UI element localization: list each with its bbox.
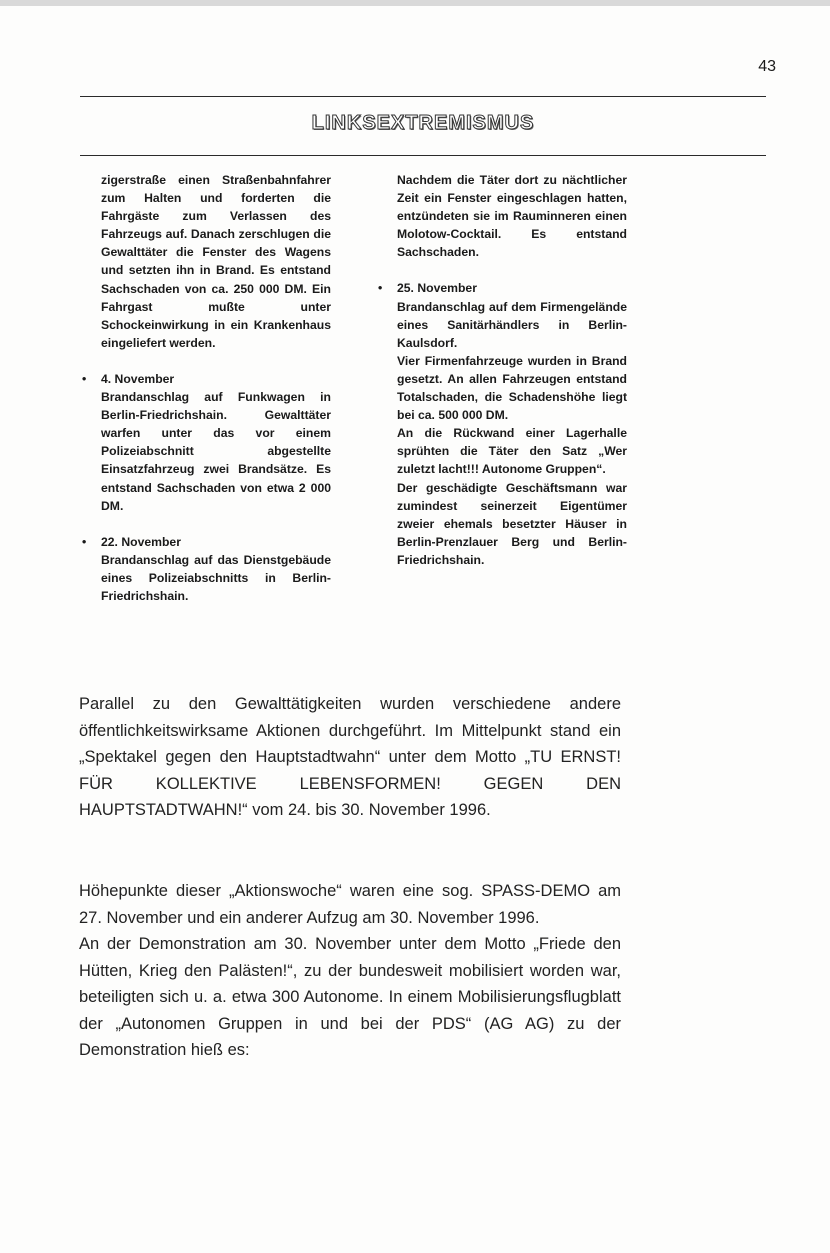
header-rule-bottom [80,155,766,156]
bullet-icon: • [82,371,87,386]
incident-text: Der geschädigte Geschäftsmann war zumindest seinerzeit Eigentümer zweier ehemals besetzter Häuser in Berlin-Prenzlauer Berg und Berlin-Friedrichshain. [397,480,627,567]
paragraph-text: An der Demonstration am 30. November unter dem Motto „Friede den Hütten, Krieg den Palästen!“, zu der bundesweit mobilisiert worden war, beteiligten sich u. a. etwa 300 Autonome. In einem Mobilisierungsflugblatt der „Autonomen Gruppen in und bei der PDS“ (AG AG) zu der Demonstration hieß es: [79,935,621,1059]
incident-entry-4-november [82,370,331,515]
incident-entry-25-november [378,279,627,569]
body-paragraph-1 [79,691,621,824]
incident-text: Brandanschlag auf das Dienstgebäude eines Polizeiabschnitts in Berlin-Friedrichshain. [101,552,331,603]
body-paragraphs-2-3 [79,878,621,1064]
right-column [378,171,627,569]
incident-text: An die Rückwand einer Lagerhalle sprühten die Täter den Satz „Wer zuletzt lacht!!! Autonome Gruppen“. [397,426,627,477]
incident-date: 22. November [101,534,181,549]
bullet-icon: • [82,534,87,549]
left-column [82,171,331,605]
right-continuation-text: Nachdem die Täter dort zu nächtlicher Zeit ein Fenster eingeschlagen hatten, entzündeten sie im Rauminneren einen Molotow-Cocktail. Es entstand Sachschaden. [397,173,627,260]
paragraph-text: Parallel zu den Gewalttätigkeiten wurden verschiedene andere öffentlichkeitswirksame Aktionen durchgeführt. Im Mittelpunkt stand ein „Spektakel gegen den Hauptstadtwahn“ unter dem Motto „TU ERNST! FÜR KOLLEKTIVE LEBENSFORMEN! GEGEN DEN HAUPTSTADTWAHN!“ vom 24. bis 30. November 1996. [79,695,621,819]
incident-text: Vier Firmenfahrzeuge wurden in Brand gesetzt. An allen Fahrzeugen entstand Totalschaden, die Schadenshöhe liegt bei ca. 500 000 DM. [397,353,627,423]
incident-date: 4. November [101,371,175,386]
incident-date: 25. November [397,281,477,296]
header-rule-top [80,96,766,97]
incident-entry-22-november [82,533,331,605]
left-continuation-text: zigerstraße einen Straßenbahnfahrer zum Halten und forderten die Fahrgäste zum Verlassen des Fahrzeugs auf. Danach zerschlugen die Gewalttäter die Fenster des Wagens und setzten ihn in Brand. Es entstand Sachschaden von ca. 250 000 DM. Ein Fahrgast mußte unter Schockeinwirkung in ein Krankenhaus eingeliefert werden. [101,173,331,350]
bullet-icon: • [378,281,383,296]
incident-text: Brandanschlag auf dem Firmengelände eines Sanitärhändlers in Berlin-Kaulsdorf. [397,299,627,350]
running-title: LINKSEXTREMISMUS [311,112,535,134]
scan-top-edge [0,0,830,6]
incident-text: Brandanschlag auf Funkwagen in Berlin-Friedrichshain. Gewalttäter warfen unter das vor einem Polizeiabschnitt abgestellte Einsatzfahrzeug zwei Brandsätze. Es entstand Sachschaden von etwa 2 000 DM. [101,390,331,513]
paragraph-text: Höhepunkte dieser „Aktionswoche“ waren eine sog. SPASS-DEMO am 27. November und ein anderer Aufzug am 30. November 1996. [79,882,621,927]
page-number: 43 [758,58,776,75]
